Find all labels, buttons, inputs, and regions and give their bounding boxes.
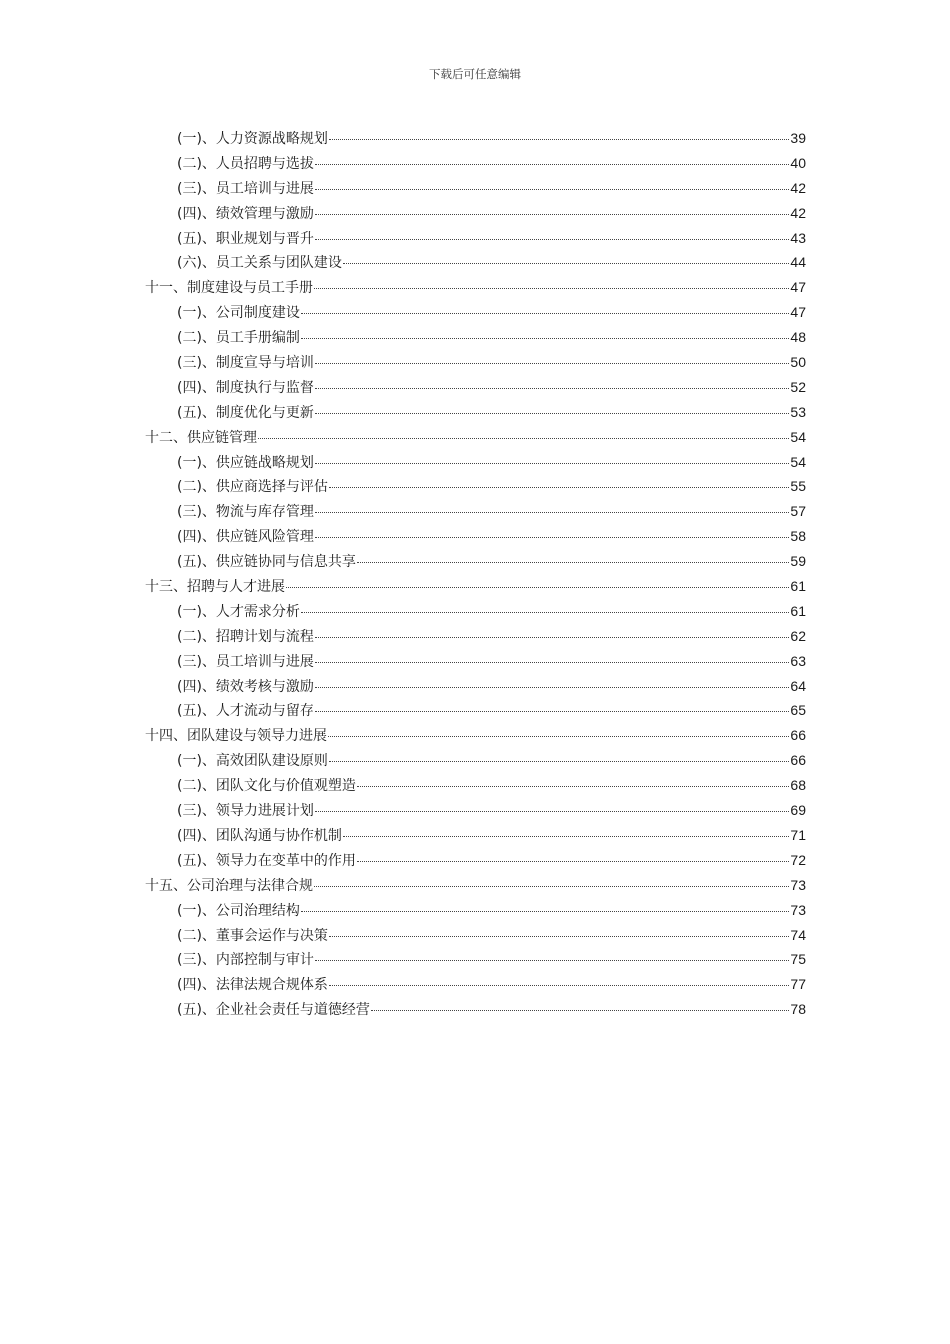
toc-section-entry[interactable] — [145, 748, 806, 773]
toc-entry-page-number: 72 — [790, 851, 806, 868]
toc-section-entry[interactable] — [145, 599, 806, 624]
toc-entry-title: (一)、公司制度建设 — [177, 305, 300, 322]
toc-entry-title: 十一、制度建设与员工手册 — [145, 280, 313, 297]
toc-entry-page-number: 64 — [790, 677, 806, 694]
toc-dot-leader — [329, 486, 789, 488]
toc-dot-leader — [371, 1009, 789, 1011]
toc-entry-page-number: 58 — [790, 528, 806, 545]
toc-section-entry[interactable] — [145, 624, 806, 649]
toc-entry-title: (五)、职业规划与晋升 — [177, 230, 314, 247]
toc-entry-title: (二)、人员招聘与选拔 — [177, 155, 314, 172]
toc-section-entry[interactable] — [145, 300, 806, 325]
toc-entry-title: (五)、企业社会责任与道德经营 — [177, 1002, 370, 1019]
toc-entry-page-number: 54 — [790, 428, 806, 445]
toc-entry-title: 十二、供应链管理 — [145, 429, 257, 446]
toc-entry-page-number: 66 — [790, 752, 806, 769]
toc-entry-page-number: 50 — [790, 354, 806, 371]
toc-dot-leader — [315, 213, 789, 215]
toc-dot-leader — [315, 511, 789, 513]
toc-section-entry[interactable] — [145, 823, 806, 848]
toc-section-entry[interactable] — [145, 997, 806, 1022]
toc-dot-leader — [328, 735, 789, 737]
toc-entry-page-number: 53 — [790, 403, 806, 420]
toc-dot-leader — [315, 636, 789, 638]
toc-entry-page-number: 52 — [790, 378, 806, 395]
toc-entry-title: (二)、员工手册编制 — [177, 330, 300, 347]
toc-dot-leader — [357, 860, 789, 862]
toc-section-entry[interactable] — [145, 773, 806, 798]
toc-entry-page-number: 44 — [790, 254, 806, 271]
toc-entry-title: (二)、团队文化与价值观塑造 — [177, 778, 356, 795]
toc-entry-title: (五)、人才流动与留存 — [177, 703, 314, 720]
toc-chapter-entry[interactable] — [145, 723, 806, 748]
toc-dot-leader — [343, 262, 789, 264]
toc-entry-page-number: 63 — [790, 652, 806, 669]
toc-dot-leader — [357, 561, 789, 563]
toc-section-entry[interactable] — [145, 250, 806, 275]
toc-section-entry[interactable] — [145, 698, 806, 723]
toc-entry-page-number: 39 — [790, 130, 806, 146]
toc-entry-title: (六)、员工关系与团队建设 — [177, 255, 342, 272]
toc-chapter-entry[interactable] — [145, 425, 806, 450]
toc-entry-title: (四)、供应链风险管理 — [177, 529, 314, 546]
toc-entry-title: (一)、人力资源战略规划 — [177, 131, 328, 147]
toc-section-entry[interactable] — [145, 798, 806, 823]
toc-section-entry[interactable] — [145, 549, 806, 574]
toc-section-entry[interactable] — [145, 524, 806, 549]
toc-entry-title: 十五、公司治理与法律合规 — [145, 877, 313, 894]
toc-entry-page-number: 73 — [790, 901, 806, 918]
toc-entry-page-number: 54 — [790, 453, 806, 470]
toc-entry-page-number: 40 — [790, 154, 806, 171]
toc-section-entry[interactable] — [145, 972, 806, 997]
toc-entry-page-number: 55 — [790, 478, 806, 495]
toc-entry-page-number: 61 — [790, 602, 806, 619]
toc-entry-title: 十三、招聘与人才进展 — [145, 579, 285, 596]
toc-dot-leader — [315, 536, 789, 538]
toc-dot-leader — [329, 760, 789, 762]
toc-dot-leader — [314, 885, 789, 887]
toc-dot-leader — [301, 910, 789, 912]
toc-entry-title: (五)、制度优化与更新 — [177, 404, 314, 421]
toc-section-entry[interactable] — [145, 201, 806, 226]
toc-entry-page-number: 73 — [790, 876, 806, 893]
toc-entry-title: (一)、高效团队建设原则 — [177, 753, 328, 770]
toc-entry-page-number: 65 — [790, 702, 806, 719]
toc-section-entry[interactable] — [145, 375, 806, 400]
toc-entry-title: (四)、绩效考核与激励 — [177, 678, 314, 695]
toc-section-entry[interactable] — [145, 649, 806, 674]
toc-entry-title: (四)、法律法规合规体系 — [177, 977, 328, 994]
toc-entry-page-number: 75 — [790, 951, 806, 968]
toc-dot-leader — [329, 138, 789, 140]
toc-dot-leader — [301, 611, 789, 613]
toc-dot-leader — [286, 586, 789, 588]
toc-section-entry[interactable] — [145, 923, 806, 948]
toc-section-entry[interactable] — [145, 499, 806, 524]
toc-entry-title: (一)、供应链战略规划 — [177, 454, 314, 471]
toc-dot-leader — [315, 661, 789, 663]
toc-dot-leader — [315, 163, 789, 165]
toc-dot-leader — [314, 287, 789, 289]
toc-dot-leader — [329, 935, 789, 937]
toc-dot-leader — [315, 188, 789, 190]
toc-section-entry[interactable] — [145, 325, 806, 350]
toc-entry-title: (三)、内部控制与审计 — [177, 952, 314, 969]
toc-entry-title: (三)、制度宣导与培训 — [177, 355, 314, 372]
toc-entry-title: (一)、人才需求分析 — [177, 603, 300, 620]
toc-dot-leader — [315, 710, 789, 712]
toc-dot-leader — [315, 959, 789, 961]
toc-dot-leader — [301, 312, 789, 314]
toc-entry-title: (五)、供应链协同与信息共享 — [177, 554, 356, 571]
toc-dot-leader — [258, 437, 789, 439]
table-of-contents — [145, 126, 806, 1022]
toc-entry-title: (三)、物流与库存管理 — [177, 504, 314, 521]
toc-entry-page-number: 42 — [790, 204, 806, 221]
toc-dot-leader — [329, 984, 789, 986]
toc-section-entry[interactable] — [145, 226, 806, 251]
toc-entry-page-number: 62 — [790, 627, 806, 644]
toc-entry-title: (一)、公司治理结构 — [177, 902, 300, 919]
toc-entry-title: (四)、团队沟通与协作机制 — [177, 827, 342, 844]
toc-section-entry[interactable] — [145, 151, 806, 176]
toc-entry-title: (二)、招聘计划与流程 — [177, 628, 314, 645]
toc-entry-title: (四)、制度执行与监督 — [177, 379, 314, 396]
toc-section-entry[interactable] — [145, 947, 806, 972]
toc-entry-page-number: 78 — [790, 1001, 806, 1018]
page-header: 下载后可任意编辑 — [429, 67, 521, 81]
toc-entry-title: (四)、绩效管理与激励 — [177, 205, 314, 222]
toc-section-entry[interactable] — [145, 350, 806, 375]
toc-entry-title: 十四、团队建设与领导力进展 — [145, 728, 327, 745]
toc-entry-page-number: 42 — [790, 179, 806, 196]
toc-dot-leader — [315, 810, 789, 812]
toc-dot-leader — [315, 387, 789, 389]
toc-section-entry[interactable] — [145, 674, 806, 699]
toc-section-entry[interactable] — [145, 176, 806, 201]
toc-section-entry[interactable] — [145, 898, 806, 923]
toc-chapter-entry[interactable] — [145, 275, 806, 300]
toc-dot-leader — [315, 462, 789, 464]
toc-dot-leader — [301, 337, 789, 339]
toc-dot-leader — [315, 238, 789, 240]
toc-dot-leader — [315, 412, 789, 414]
toc-dot-leader — [357, 785, 789, 787]
toc-entry-title: (五)、领导力在变革中的作用 — [177, 852, 356, 869]
toc-entry-page-number: 47 — [790, 304, 806, 321]
toc-entry-page-number: 57 — [790, 503, 806, 520]
toc-section-entry[interactable] — [145, 126, 806, 151]
toc-entry-title: (三)、领导力进展计划 — [177, 803, 314, 820]
toc-entry-title: (三)、员工培训与进展 — [177, 653, 314, 670]
toc-entry-title: (三)、员工培训与进展 — [177, 180, 314, 197]
toc-section-entry[interactable] — [145, 400, 806, 425]
toc-entry-page-number: 71 — [790, 826, 806, 843]
toc-section-entry[interactable] — [145, 450, 806, 475]
toc-chapter-entry[interactable] — [145, 873, 806, 898]
toc-entry-page-number: 59 — [790, 553, 806, 570]
toc-dot-leader — [343, 835, 789, 837]
toc-entry-page-number: 68 — [790, 777, 806, 794]
toc-chapter-entry[interactable] — [145, 574, 806, 599]
toc-entry-title: (二)、董事会运作与决策 — [177, 927, 328, 944]
toc-entry-page-number: 43 — [790, 229, 806, 246]
toc-entry-page-number: 61 — [790, 578, 806, 595]
toc-entry-title: (二)、供应商选择与评估 — [177, 479, 328, 496]
toc-entry-page-number: 47 — [790, 279, 806, 296]
toc-entry-page-number: 48 — [790, 329, 806, 346]
toc-dot-leader — [315, 686, 789, 688]
toc-entry-page-number: 66 — [790, 727, 806, 744]
toc-entry-page-number: 77 — [790, 976, 806, 993]
toc-section-entry[interactable] — [145, 848, 806, 873]
toc-entry-page-number: 74 — [790, 926, 806, 943]
toc-entry-page-number: 69 — [790, 802, 806, 819]
toc-section-entry[interactable] — [145, 474, 806, 499]
toc-dot-leader — [315, 362, 789, 364]
